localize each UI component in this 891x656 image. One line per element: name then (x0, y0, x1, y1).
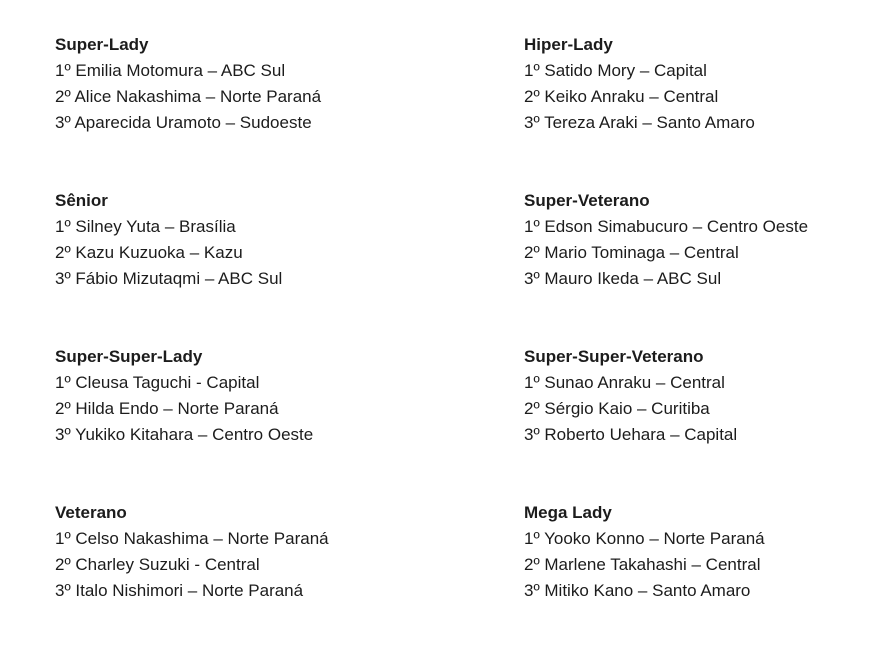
result-second-place: 2º Marlene Takahashi – Central (524, 555, 761, 574)
category-block-super-veterano (524, 188, 808, 344)
category-title: Super-Super-Veterano (524, 347, 704, 366)
results-column-left (55, 32, 329, 656)
category-block-super-super-lady (55, 344, 329, 500)
results-column-right (524, 32, 808, 656)
category-title: Super-Veterano (524, 191, 650, 210)
category-block-super-lady (55, 32, 329, 188)
result-second-place: 2º Kazu Kuzuoka – Kazu (55, 243, 243, 262)
result-third-place: 3º Mauro Ikeda – ABC Sul (524, 269, 722, 288)
result-third-place: 3º Fábio Mizutaqmi – ABC Sul (55, 269, 283, 288)
result-first-place: 1º Silney Yuta – Brasília (55, 217, 236, 236)
result-third-place: 3º Yukiko Kitahara – Centro Oeste (55, 425, 314, 444)
result-second-place: 2º Alice Nakashima – Norte Paraná (55, 87, 322, 106)
category-title: Hiper-Lady (524, 35, 613, 54)
category-block-mega-lady (524, 500, 808, 656)
category-title: Mega Lady (524, 503, 612, 522)
result-second-place: 2º Keiko Anraku – Central (524, 87, 719, 106)
category-block-senior (55, 188, 329, 344)
category-block-hiper-lady (524, 32, 808, 188)
category-title: Super-Lady (55, 35, 149, 54)
category-title: Super-Super-Lady (55, 347, 203, 366)
result-first-place: 1º Satido Mory – Capital (524, 61, 707, 80)
result-second-place: 2º Sérgio Kaio – Curitiba (524, 399, 710, 418)
result-first-place: 1º Celso Nakashima – Norte Paraná (55, 529, 329, 548)
result-third-place: 3º Roberto Uehara – Capital (524, 425, 738, 444)
result-first-place: 1º Sunao Anraku – Central (524, 373, 725, 392)
result-second-place: 2º Hilda Endo – Norte Paraná (55, 399, 279, 418)
result-third-place: 3º Tereza Araki – Santo Amaro (524, 113, 755, 132)
result-second-place: 2º Charley Suzuki - Central (55, 555, 260, 574)
result-first-place: 1º Yooko Konno – Norte Paraná (524, 529, 765, 548)
result-third-place: 3º Aparecida Uramoto – Sudoeste (55, 113, 312, 132)
result-third-place: 3º Italo Nishimori – Norte Paraná (55, 581, 304, 600)
category-title: Veterano (55, 503, 127, 522)
category-title: Sênior (55, 191, 108, 210)
result-first-place: 1º Emilia Motomura – ABC Sul (55, 61, 286, 80)
category-block-veterano (55, 500, 329, 656)
result-second-place: 2º Mario Tominaga – Central (524, 243, 739, 262)
result-first-place: 1º Cleusa Taguchi - Capital (55, 373, 260, 392)
result-first-place: 1º Edson Simabucuro – Centro Oeste (524, 217, 809, 236)
category-block-super-super-veterano (524, 344, 808, 500)
result-third-place: 3º Mitiko Kano – Santo Amaro (524, 581, 751, 600)
